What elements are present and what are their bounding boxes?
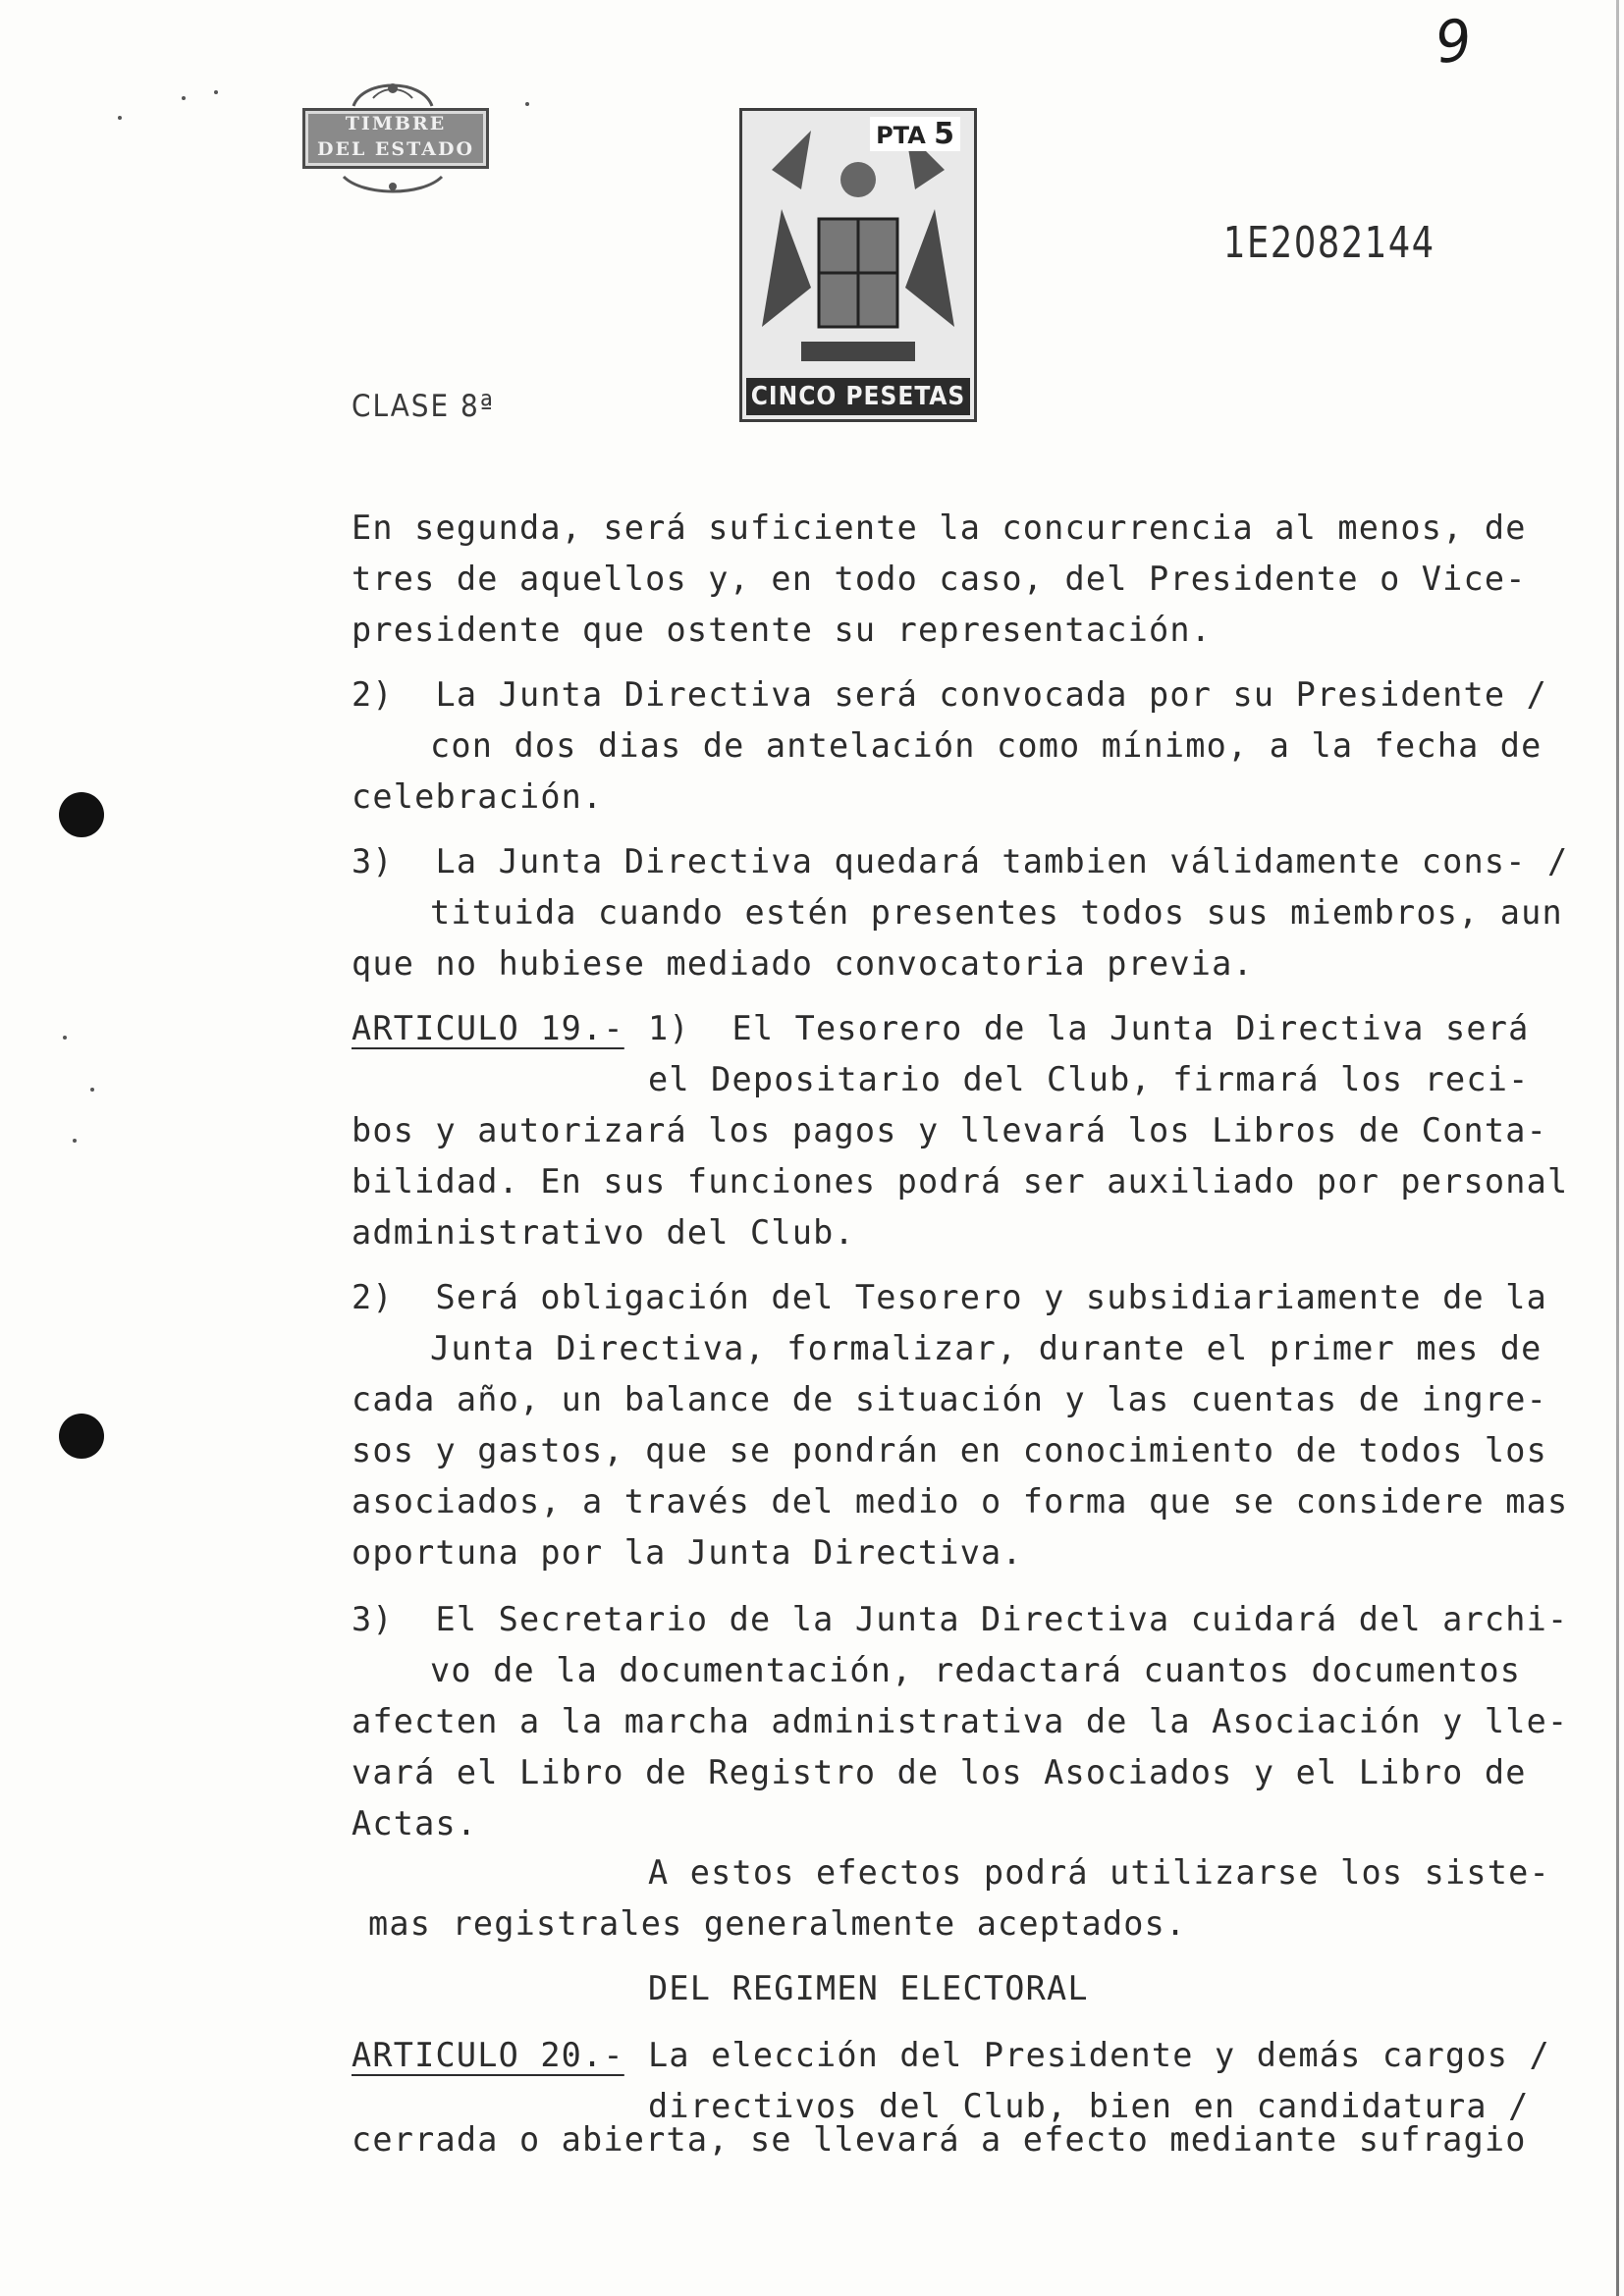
- text-line: 1) El Tesorero de la Junta Directiva será: [648, 1009, 1530, 1047]
- article-heading: ARTICULO 19.-: [352, 1009, 624, 1047]
- text-line: administrativo del Club.: [352, 1213, 855, 1252]
- text-line: sos y gastos, que se pondrán en conocimiento de todos los: [352, 1431, 1548, 1469]
- timbre-line-1: TIMBRE: [345, 113, 447, 134]
- speck: [118, 116, 122, 120]
- stamp-frame: [739, 108, 977, 422]
- timbre-del-estado-seal: [295, 69, 491, 206]
- text-line: con dos dias de antelación como mínimo, a la fecha de: [430, 726, 1543, 765]
- text-line: bilidad. En sus funciones podrá ser auxiliado por personal: [352, 1162, 1569, 1201]
- text-line: cada año, un balance de situación y las cuentas de ingre-: [352, 1380, 1548, 1418]
- speck: [525, 102, 529, 106]
- serial-number: 1E2082144: [1223, 218, 1435, 268]
- stamp-denomination: [870, 117, 960, 151]
- page-number: 9: [1431, 5, 1477, 78]
- fiscal-stamp: [739, 108, 977, 422]
- stamp-label: CINCO PESETAS: [746, 378, 970, 415]
- speck: [73, 1139, 77, 1143]
- text-line: celebración.: [352, 777, 604, 816]
- text-line: La elección del Presidente y demás cargos /: [648, 2036, 1550, 2074]
- text-line: bos y autorizará los pagos y llevará los Libros de Conta-: [352, 1111, 1548, 1149]
- text-line: Junta Directiva, formalizar, durante el primer mes de: [430, 1329, 1543, 1367]
- punch-hole: [59, 1414, 104, 1459]
- coat-of-arms-icon: [742, 111, 974, 419]
- text-line: 3) El Secretario de la Junta Directiva cuidará del archi-: [352, 1600, 1569, 1638]
- article-heading: ARTICULO 20.-: [352, 2036, 624, 2074]
- section-heading: DEL REGIMEN ELECTORAL: [648, 1969, 1089, 2007]
- text-line: presidente que ostente su representación.: [352, 611, 1213, 649]
- speck: [182, 96, 186, 100]
- stamp-value: 5: [934, 117, 954, 151]
- text-line: cerrada o abierta, se llevará a efecto mediante sufragio: [352, 2120, 1527, 2159]
- text-line: asociados, a través del medio o forma que se considere mas: [352, 1482, 1569, 1521]
- timbre-label-box: [302, 108, 489, 169]
- speck: [214, 90, 218, 94]
- text-line: el Depositario del Club, firmará los reci-: [648, 1060, 1530, 1098]
- text-line: tituida cuando estén presentes todos sus miembros, aun: [430, 893, 1563, 932]
- stamp-pta-label: PTA: [876, 122, 926, 149]
- text-line: Actas.: [352, 1804, 478, 1842]
- text-line: vará el Libro de Registro de los Asociados y el Libro de: [352, 1753, 1527, 1791]
- text-line: 2) Será obligación del Tesorero y subsidiariamente de la: [352, 1278, 1548, 1316]
- text-line: directivos del Club, bien en candidatura /: [648, 2087, 1530, 2125]
- text-line: 2) La Junta Directiva será convocada por su Presidente /: [352, 675, 1548, 714]
- text-line: mas registrales generalmente aceptados.: [368, 1904, 1187, 1943]
- text-line: afecten a la marcha administrativa de la Asociación y lle-: [352, 1702, 1569, 1740]
- clase-label: CLASE 8ª: [352, 389, 495, 424]
- page-edge: [1616, 0, 1619, 2296]
- speck: [90, 1088, 94, 1092]
- text-line: vo de la documentación, redactará cuantos documentos: [430, 1651, 1522, 1689]
- speck: [63, 1036, 67, 1040]
- text-line: tres de aquellos y, en todo caso, del Presidente o Vice-: [352, 560, 1527, 598]
- text-line: En segunda, será suficiente la concurrencia al menos, de: [352, 508, 1527, 547]
- timbre-line-2: DEL ESTADO: [316, 138, 474, 160]
- text-line: 3) La Junta Directiva quedará tambien válidamente cons- /: [352, 842, 1569, 881]
- text-line: oportuna por la Junta Directiva.: [352, 1533, 1023, 1572]
- punch-hole: [59, 792, 104, 837]
- text-line: que no hubiese mediado convocatoria previa.: [352, 944, 1254, 983]
- text-line: A estos efectos podrá utilizarse los siste-: [648, 1853, 1550, 1892]
